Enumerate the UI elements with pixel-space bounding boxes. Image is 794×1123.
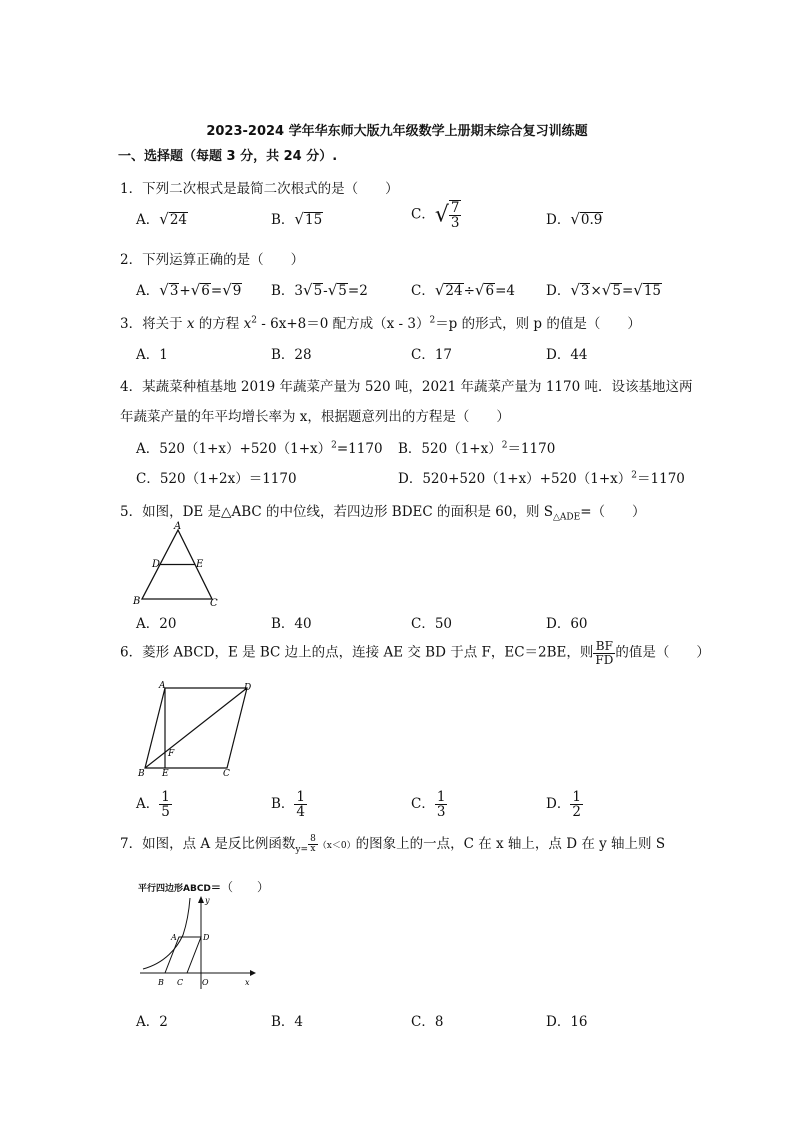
q1-option-a: A．√24 — [136, 210, 187, 228]
label-d: D — [244, 683, 252, 693]
q4-option-d: D．$520+520(1+x)+520(1+x)^2=1170$ — [398, 470, 685, 487]
q3-option-d: D．44 — [546, 347, 588, 363]
label-f: F — [168, 749, 175, 759]
question-7-subscript: 平行四边形ABCD=（ ） — [138, 880, 269, 894]
triangle-figure — [130, 520, 230, 610]
q7-option-c: C．8 — [411, 1014, 444, 1030]
q3-option-b: B．28 — [271, 347, 312, 363]
question-3-stem: 3．将关于 x 的方程 $x^2 - 6x+8=0$ 配方成（x - 3）$^2$＝p 的形式，则 p 的值是（ ） — [120, 315, 641, 332]
x-axis-arrow — [250, 970, 256, 976]
q4-option-b: B．$520(1+x)^2=1170$ — [398, 440, 556, 457]
q4-option-a: A．$520(1+x)+520(1+x)^2=1170$ — [136, 440, 383, 457]
q2-option-b: B．3√5-√5=2 — [271, 281, 368, 299]
label-e: E — [196, 559, 204, 570]
hyperbola-curve — [143, 898, 190, 969]
question-1-stem: 1．下列二次根式是最简二次根式的是（ ） — [120, 181, 399, 197]
question-4-line2: 年蔬菜产量的年平均增长率为 x，根据题意列出的方程是（ ） — [120, 409, 510, 425]
q3-option-c: C．17 — [411, 347, 453, 363]
q3-option-a: A．1 — [136, 347, 168, 363]
q6-option-b: B． $\frac{1}{4}$ — [271, 789, 306, 821]
label-o: O — [202, 978, 209, 987]
question-6-stem: 6．菱形 ABCD，E 是 BC 边上的点，连接 AE 交 BD 于点 F，EC＝2BE，则 $\frac{BF}{FD}$ 的值是（ ） — [120, 639, 710, 667]
label-c: C — [210, 598, 218, 609]
label-e: E — [162, 769, 169, 779]
question-5-stem: 5．如图，DE 是△ABC 的中位线，若四边形 BDEC 的面积是 60，则 $S_{\triangle ADE}=$（ ） — [120, 504, 646, 523]
question-4-line1: 4．某蔬菜种植基地 2019 年蔬菜产量为 520 吨，2021 年蔬菜产量为 1170 吨．设该基地这两 — [120, 379, 693, 395]
q5-option-a: A．20 — [136, 616, 177, 632]
rhombus-figure — [135, 678, 265, 783]
q6-option-a: A． $\frac{1}{5}$ — [136, 789, 170, 821]
diagonal-bd — [145, 688, 247, 768]
q4-option-c: C．520（1+2x）＝1170 — [136, 471, 297, 487]
label-a: A — [171, 933, 177, 942]
q1-option-c: C．√ $\frac{7}{3}$ — [411, 200, 460, 232]
page-title: 2023-2024 学年华东师大版九年级数学上册期末综合复习训练题 — [206, 124, 588, 139]
q2-option-d: D．√3×√5=√15 — [546, 281, 662, 299]
label-a: A — [174, 521, 182, 532]
label-c: C — [177, 978, 184, 987]
label-d: D — [203, 933, 210, 942]
q7-option-a: A．2 — [136, 1014, 168, 1030]
y-axis-arrow — [198, 896, 204, 903]
hyperbola-figure — [135, 893, 260, 993]
label-d: D — [152, 559, 161, 570]
q6-option-c: C． $\frac{1}{3}$ — [411, 789, 446, 821]
label-a: A — [159, 681, 166, 691]
q5-option-d: D．60 — [546, 616, 588, 632]
question-2-stem: 2．下列运算正确的是（ ） — [120, 252, 305, 268]
label-b: B — [158, 978, 164, 987]
q7-option-b: B．4 — [271, 1014, 304, 1030]
q1-option-d: D．√0.9 — [546, 210, 603, 228]
q5-option-b: B．40 — [271, 616, 312, 632]
label-b: B — [138, 769, 145, 779]
section-heading: 一、选择题（每题 3 分，共 24 分）. — [118, 149, 338, 164]
label-b: B — [133, 596, 141, 607]
q6-option-d: D． $\frac{1}{2}$ — [546, 789, 581, 821]
question-7-stem: 7．如图，点 A 是反比例函数$_{y=}$ $\frac{8}{x}$ （x＜0）的图象上的一点，C 在 x 轴上，点 D 在 y 轴上则 S — [120, 833, 666, 855]
label-c: C — [223, 769, 230, 779]
q5-option-c: C．50 — [411, 616, 453, 632]
label-y: y — [205, 896, 210, 905]
q2-option-c: C．√24÷√6=4 — [411, 281, 515, 299]
label-x: x — [245, 978, 250, 987]
q1-option-b: B．√15 — [271, 210, 323, 228]
parallelogram-abcd — [165, 937, 201, 973]
q7-option-d: D．16 — [546, 1014, 588, 1030]
q2-option-a: A．√3+√6=√9 — [136, 281, 242, 299]
